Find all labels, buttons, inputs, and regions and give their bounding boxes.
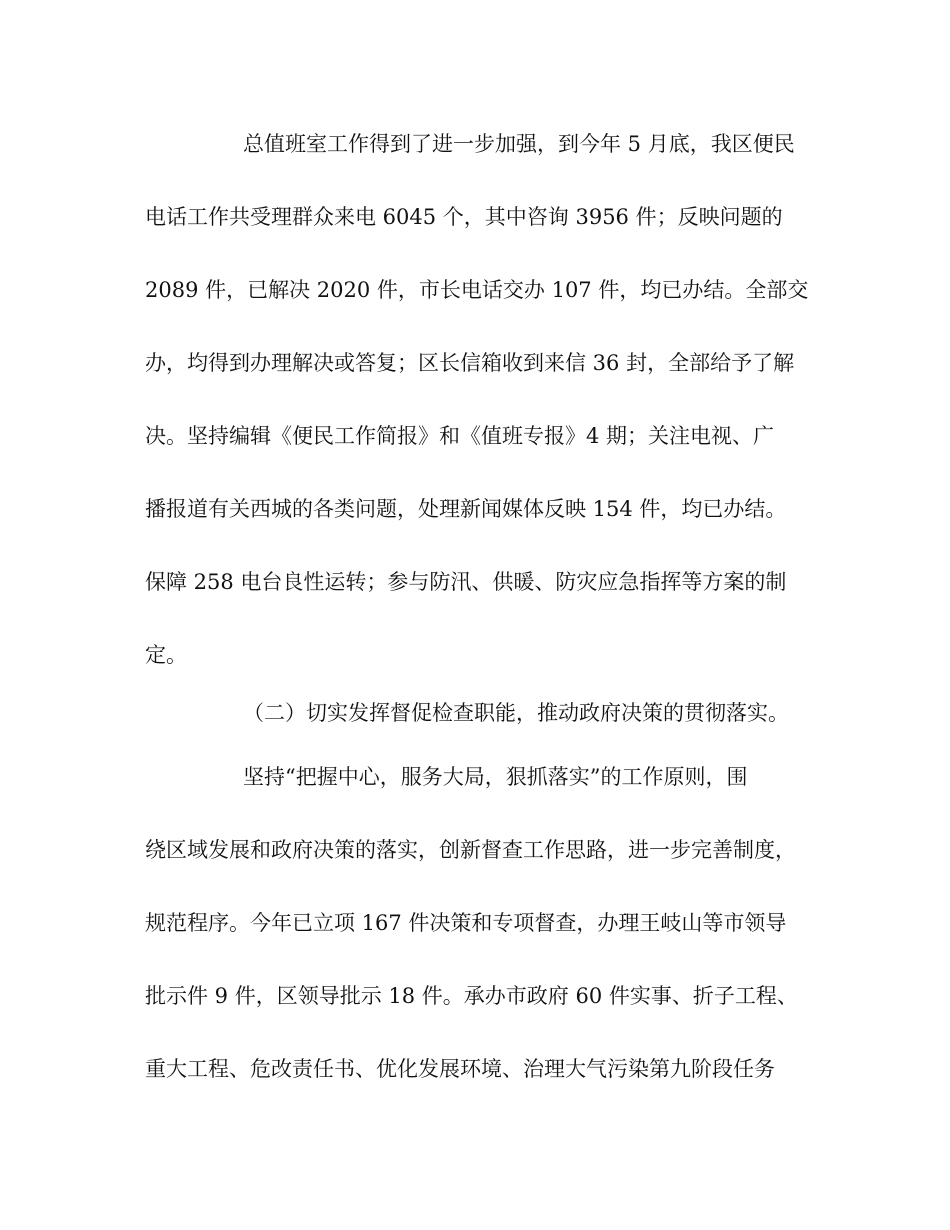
paragraph-1-line-2: 电话工作共受理群众来电 6045 个，其中咨询 3956 件；反映问题的 — [145, 205, 783, 229]
paragraph-1-line-4: 办，均得到办理解决或答复；区长信箱收到来信 36 封，全部给予了解 — [145, 351, 795, 375]
paragraph-2-line-4: 批示件 9 件，区领导批示 18 件。承办市政府 60 件实事、折子工程、 — [145, 984, 798, 1008]
paragraph-2-line-2: 绕区域发展和政府决策的落实，创新督查工作思路，进一步完善制度， — [145, 838, 796, 862]
paragraph-1-line-6: 播报道有关西城的各类问题，处理新闻媒体反映 154 件，均已办结。 — [145, 497, 787, 521]
paragraph-1-line-8: 定。 — [145, 643, 187, 667]
paragraph-1-line-1: 总值班室工作得到了进一步加强，到今年 5 月底，我区便民 — [243, 132, 795, 156]
paragraph-1-line-5: 决。坚持编辑《便民工作简报》和《值班专报》4 期；关注电视、广 — [145, 424, 775, 448]
paragraph-2-line-5: 重大工程、危改责任书、优化发展环境、治理大气污染第九阶段任务 — [145, 1057, 775, 1081]
paragraph-2-line-3: 规范程序。今年已立项 167 件决策和专项督查，办理王岐山等市领导 — [145, 911, 787, 935]
paragraph-1-line-3: 2089 件，已解决 2020 件，市长电话交办 107 件，均已办结。全部交 — [145, 278, 809, 302]
paragraph-2-line-1: 坚持“把握中心，服务大局，狠抓落实”的工作原则，围 — [243, 765, 748, 789]
paragraph-1-line-7: 保障 258 电台良性运转；参与防汛、供暖、防灾应急指挥等方案的制 — [145, 570, 787, 594]
section-heading: （二）切实发挥督促检查职能，推动政府决策的贯彻落实。 — [243, 701, 789, 725]
